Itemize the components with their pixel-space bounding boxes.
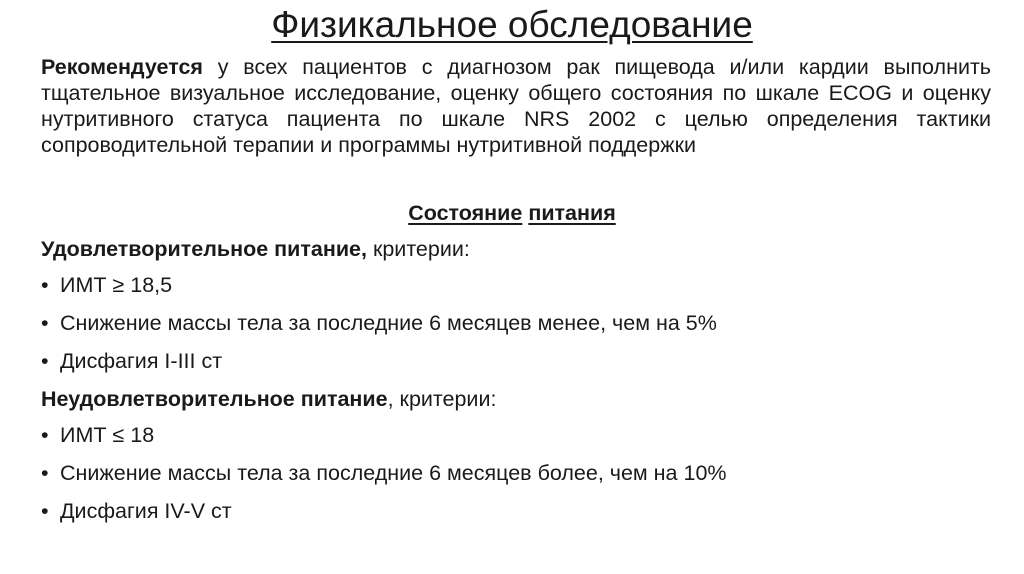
subheading-word-2: питания [528,201,616,225]
satisfactory-suffix: критерии: [366,237,470,261]
list-item [41,492,727,530]
intro-text: у всех пациентов с диагнозом рак пищевода и/или кардии выполнить тщательное визуальное исследование, оценку общего состояния по шкале ECOG и оценку нутритивного статуса пациента по шкале NRS 2002 с целью определения тактики сопроводительной терапии и программы нутритивной поддержки [41,55,991,157]
bullet-icon: • [41,311,49,335]
criterion-text: Дисфагия IV-V ст [60,499,232,523]
list-item [41,304,717,342]
list-item [41,416,727,454]
satisfactory-label: Удовлетворительное питание, [41,237,367,261]
subheading-word-1: Состояние [408,201,523,225]
list-item [41,342,717,380]
bullet-icon: • [41,273,49,297]
unsatisfactory-heading [41,386,496,412]
bullet-icon: • [41,499,49,523]
satisfactory-criteria-list [41,266,717,380]
intro-lead: Рекомендуется [41,55,203,79]
criterion-text: Снижение массы тела за последние 6 месяцев более, чем на 10% [60,461,727,485]
criterion-text: ИМТ ≥ 18,5 [60,273,173,297]
satisfactory-heading [41,236,470,262]
unsatisfactory-suffix: , критерии: [387,387,497,411]
list-item [41,454,727,492]
page-title: Физикальное обследование [271,4,753,45]
criterion-text: ИМТ ≤ 18 [60,423,155,447]
criterion-text: Снижение массы тела за последние 6 месяцев менее, чем на 5% [60,311,717,335]
unsatisfactory-label: Неудовлетворительное питание [41,387,388,411]
bullet-icon: • [41,461,49,485]
list-item [41,266,717,304]
section-subheading [0,200,1024,226]
intro-paragraph [41,54,991,158]
criterion-text: Дисфагия I-III ст [60,349,223,373]
bullet-icon: • [41,423,49,447]
bullet-icon: • [41,349,49,373]
unsatisfactory-criteria-list [41,416,727,530]
